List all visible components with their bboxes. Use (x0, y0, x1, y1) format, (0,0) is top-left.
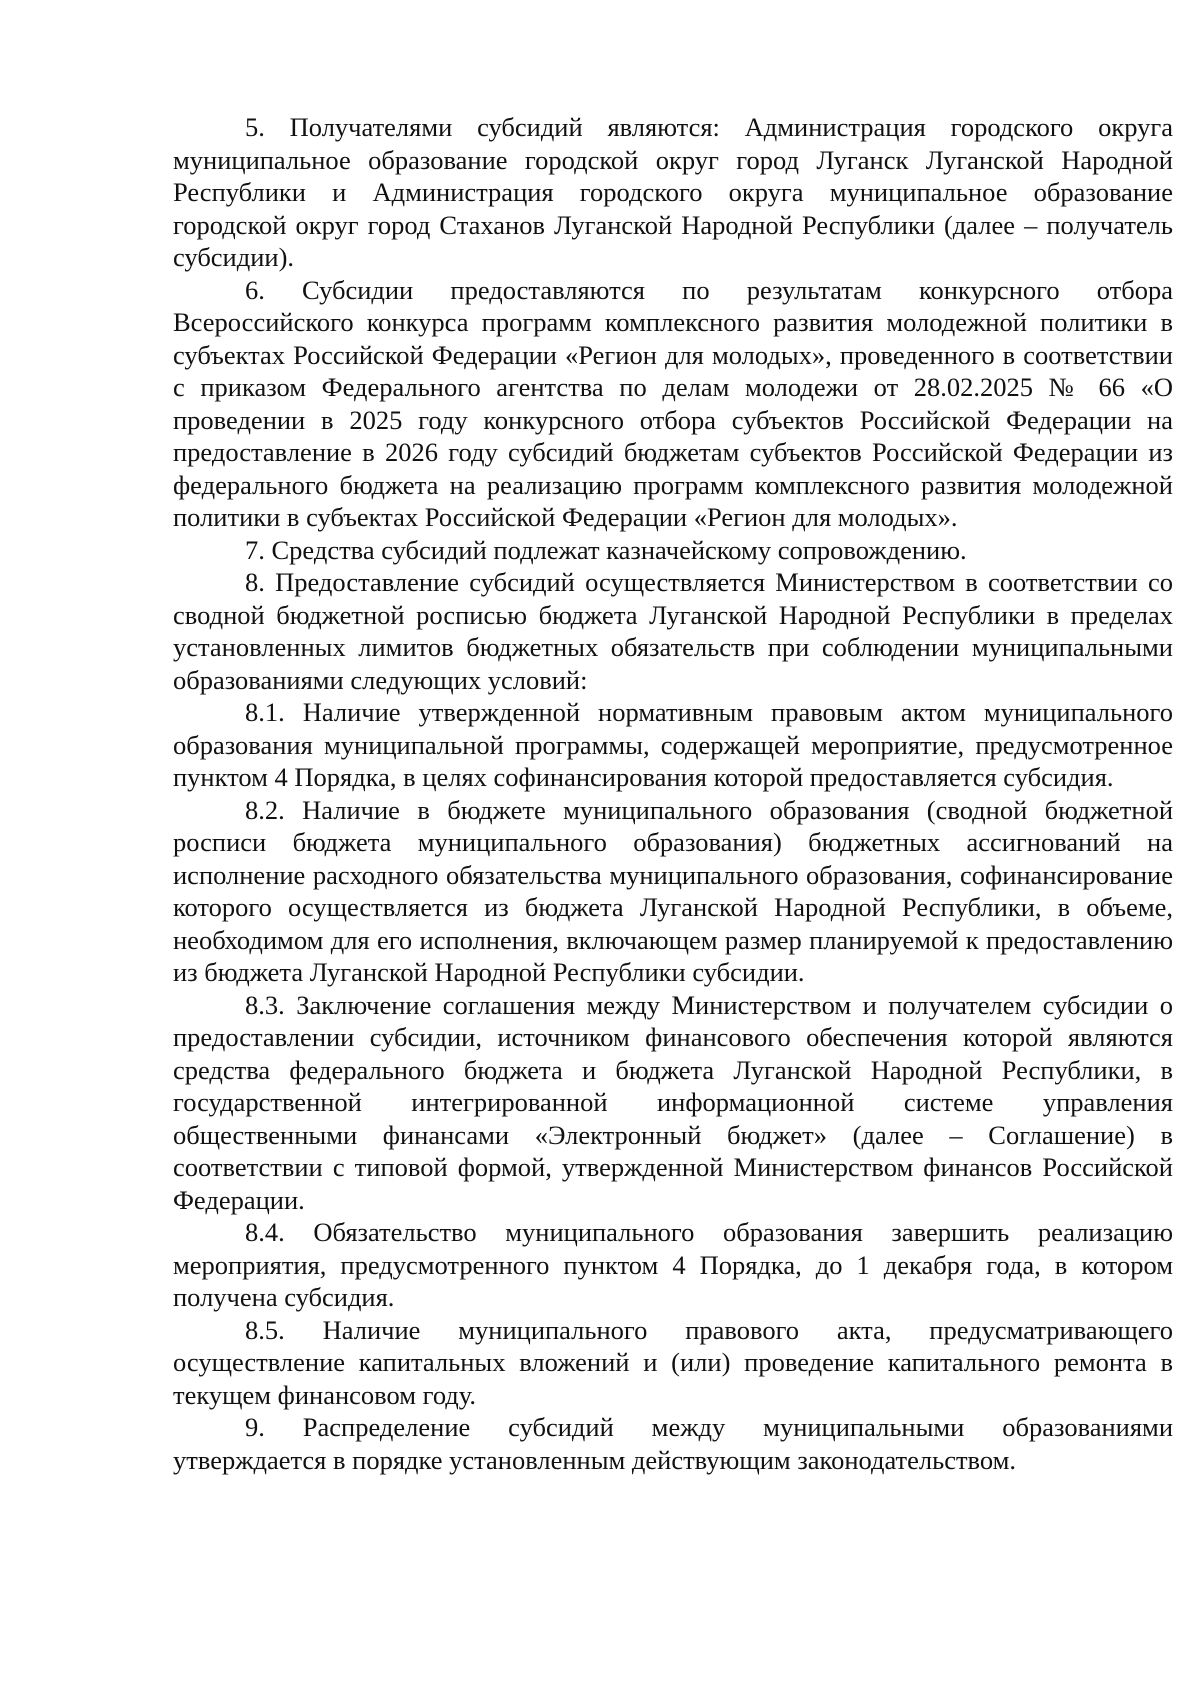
paragraph-9-distribution: 9. Распределение субсидий между муниципальными образованиями утверждается в порядке установленным действующим законодательством. (173, 1412, 1173, 1475)
paragraph-8-4-obligation: 8.4. Обязательство муниципального образования завершить реализацию мероприятия, предусмотренного пунктом 4 Порядка, до 1 декабря года, в котором получена субсидия. (173, 1217, 1173, 1312)
document-page (173, 111, 1173, 1476)
paragraph-8-1-municipal-program: 8.1. Наличие утвержденной нормативным правовым актом муниципального образования муниципальной программы, содержащей мероприятие, предусмотренное пунктом 4 Порядка, в целях софинансирования которой предоставляется субсидия. (173, 697, 1173, 792)
paragraph-8-3-agreement: 8.3. Заключение соглашения между Министерством и получателем субсидии о предоставлении субсидии, источником финансового обеспечения которой являются средства федерального бюджета и бюджета Луганской Народной Республики, в государственной интегрированной информационной системе управления общественными финансами «Электронный бюджет» (далее – Соглашение) в соответствии с типовой формой, утвержденной Министерством финансов Российской Федерации. (173, 989, 1173, 1215)
paragraph-5-recipients: 5. Получателями субсидий являются: Администрация городского округа муниципальное образование городской округ город Луганск Луганской Народной Республики и Администрация городского округа муниципальное образование городской округ город Стаханов Луганской Народной Республики (далее – получатель субсидии). (173, 112, 1173, 272)
paragraph-8-2-budget-allocations: 8.2. Наличие в бюджете муниципального образования (сводной бюджетной росписи бюджета муниципального образования) бюджетных ассигнований на исполнение расходного обязательства муниципального образования, софинансирование которого осуществляется из бюджета Луганской Народной Республики, в объеме, необходимом для его исполнения, включающем размер планируемой к предоставлению из бюджета Луганской Народной Республики субсидии. (173, 794, 1173, 987)
paragraph-6-competition: 6. Субсидии предоставляются по результатам конкурсного отбора Всероссийского конкурса программ комплексного развития молодежной политики в субъектах Российской Федерации «Регион для молодых», проведенного в соответствии с приказом Федерального агентства по делам молодежи от 28.02.2025 № 66 «О проведении в 2025 году конкурсного отбора субъектов Российской Федерации на предоставление в 2026 году субсидий бюджетам субъектов Российской Федерации из федерального бюджета на реализацию программ комплексного развития молодежной политики в субъектах Российской Федерации «Регион для молодых». (173, 274, 1173, 532)
paragraph-8-5-legal-act: 8.5. Наличие муниципального правового акта, предусматривающего осуществление капитальных вложений и (или) проведение капитального ремонта в текущем финансовом году. (173, 1314, 1173, 1410)
paragraph-7-treasury-support: 7. Средства субсидий подлежат казначейскому сопровождению. (245, 534, 967, 565)
paragraph-8-conditions: 8. Предоставление субсидий осуществляется Министерством в соответствии со сводной бюджетной росписью бюджета Луганской Народной Республики в пределах установленных лимитов бюджетных обязательств при соблюдении муниципальными образованиями следующих условий: (173, 567, 1173, 695)
